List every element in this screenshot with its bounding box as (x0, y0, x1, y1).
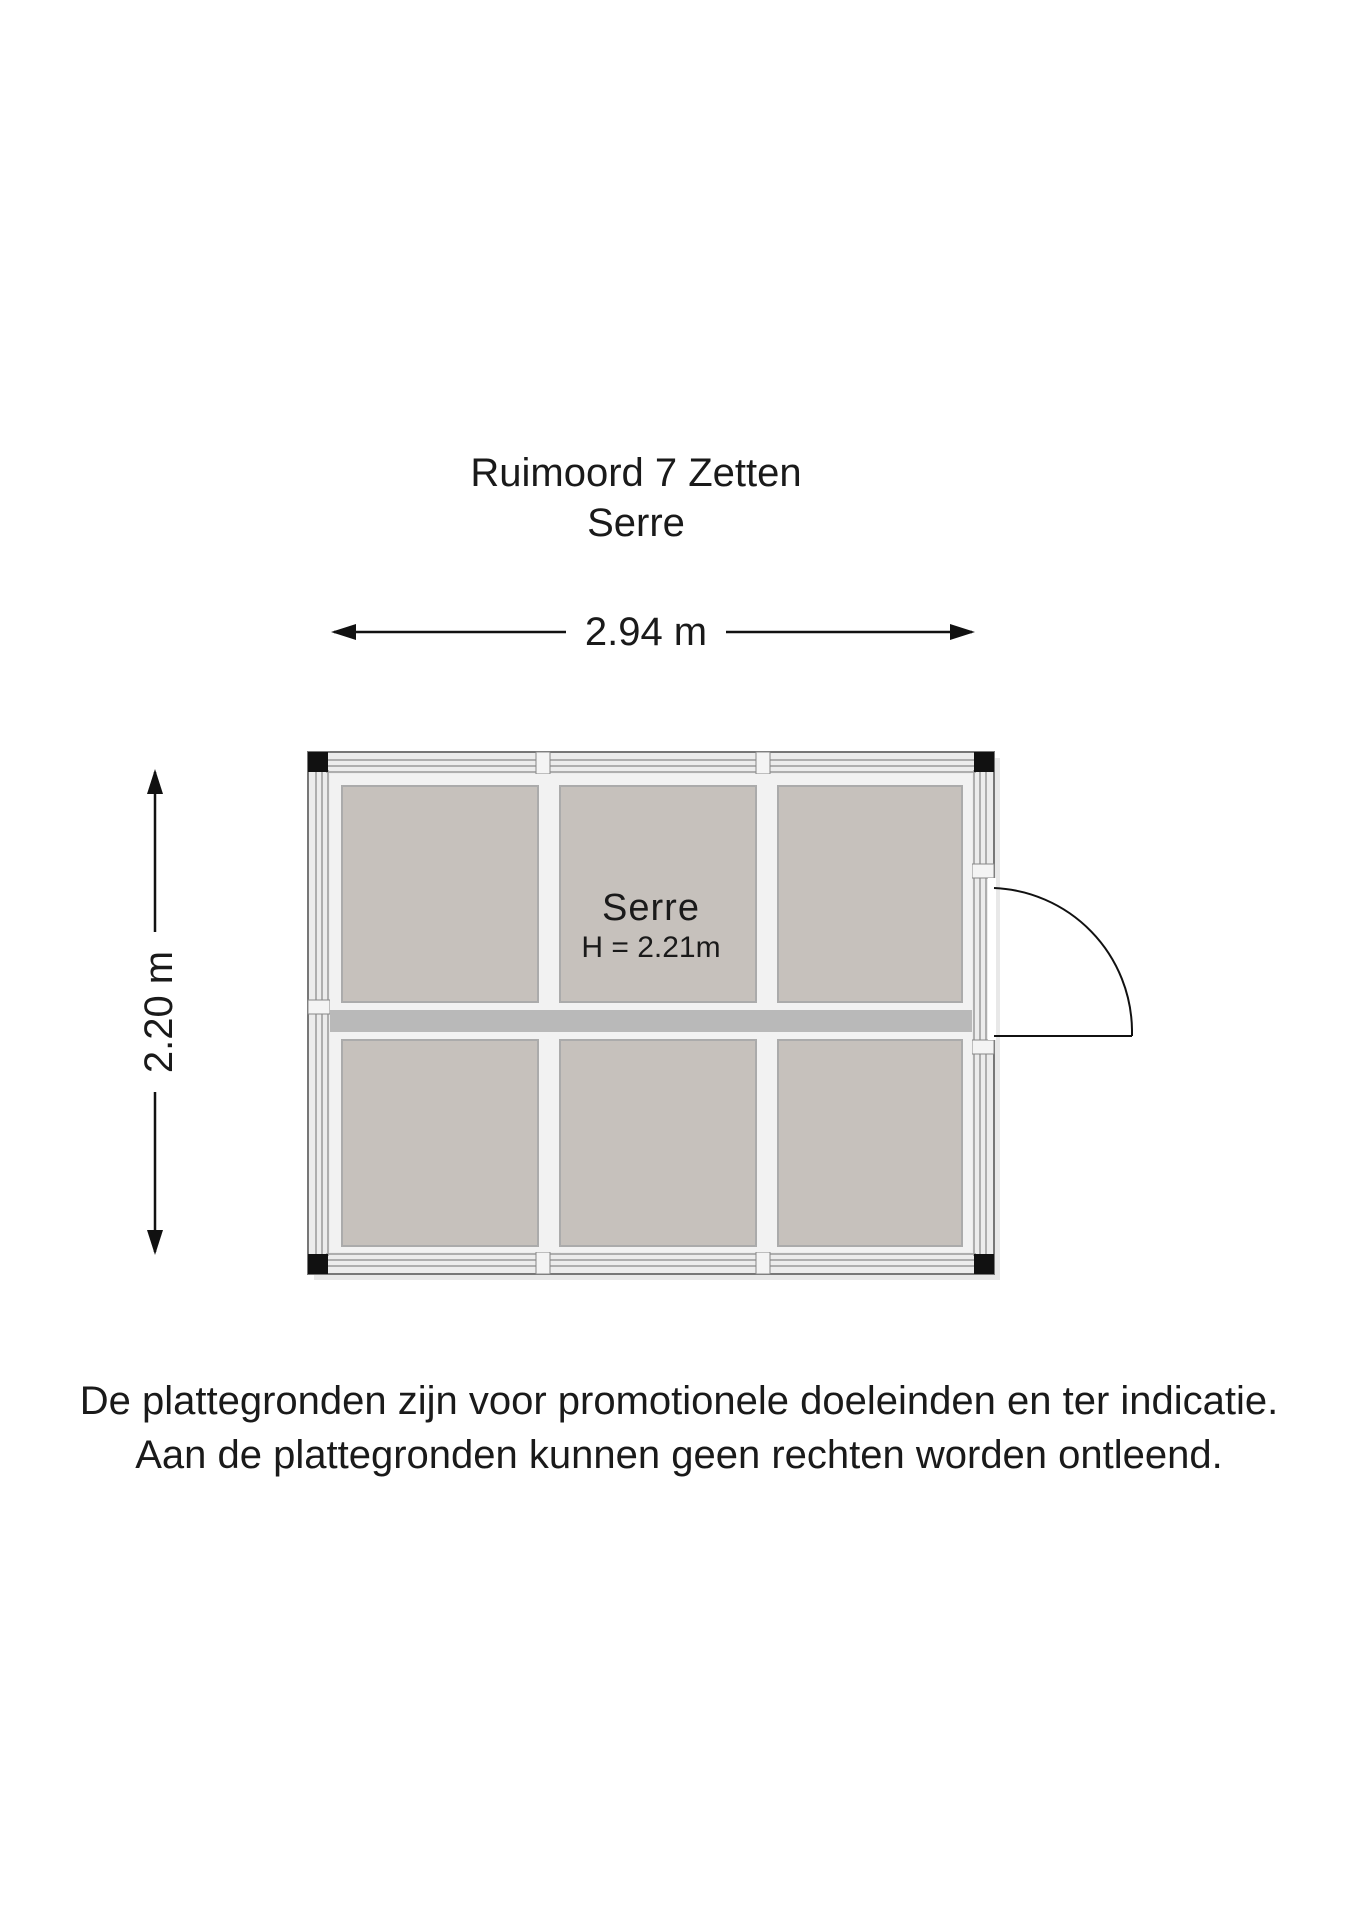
address-label: Ruimoord 7 Zetten (470, 451, 802, 495)
arrow-down-icon (147, 1230, 163, 1255)
disclaimer (0, 1374, 1358, 1482)
disclaimer-line-1: De plattegronden zijn voor promotionele doeleinden en ter indicatie. (79, 1379, 1279, 1423)
arrow-up-icon (147, 769, 163, 794)
center-beam (330, 1010, 972, 1032)
floor-label: Serre (587, 501, 685, 545)
room-height: H = 2.21m (581, 931, 721, 964)
disclaimer-line-2: Aan de plattegronden kunnen geen rechten worden ontleend. (135, 1433, 1223, 1477)
depth-dimension-label: 2.20 m (135, 932, 183, 1092)
room-label (551, 886, 751, 966)
arrow-right-icon (950, 624, 975, 640)
room-name: Serre (602, 887, 700, 929)
width-dimension-label: 2.94 m (566, 608, 726, 656)
arrow-left-icon (331, 624, 356, 640)
door (988, 878, 1132, 1040)
